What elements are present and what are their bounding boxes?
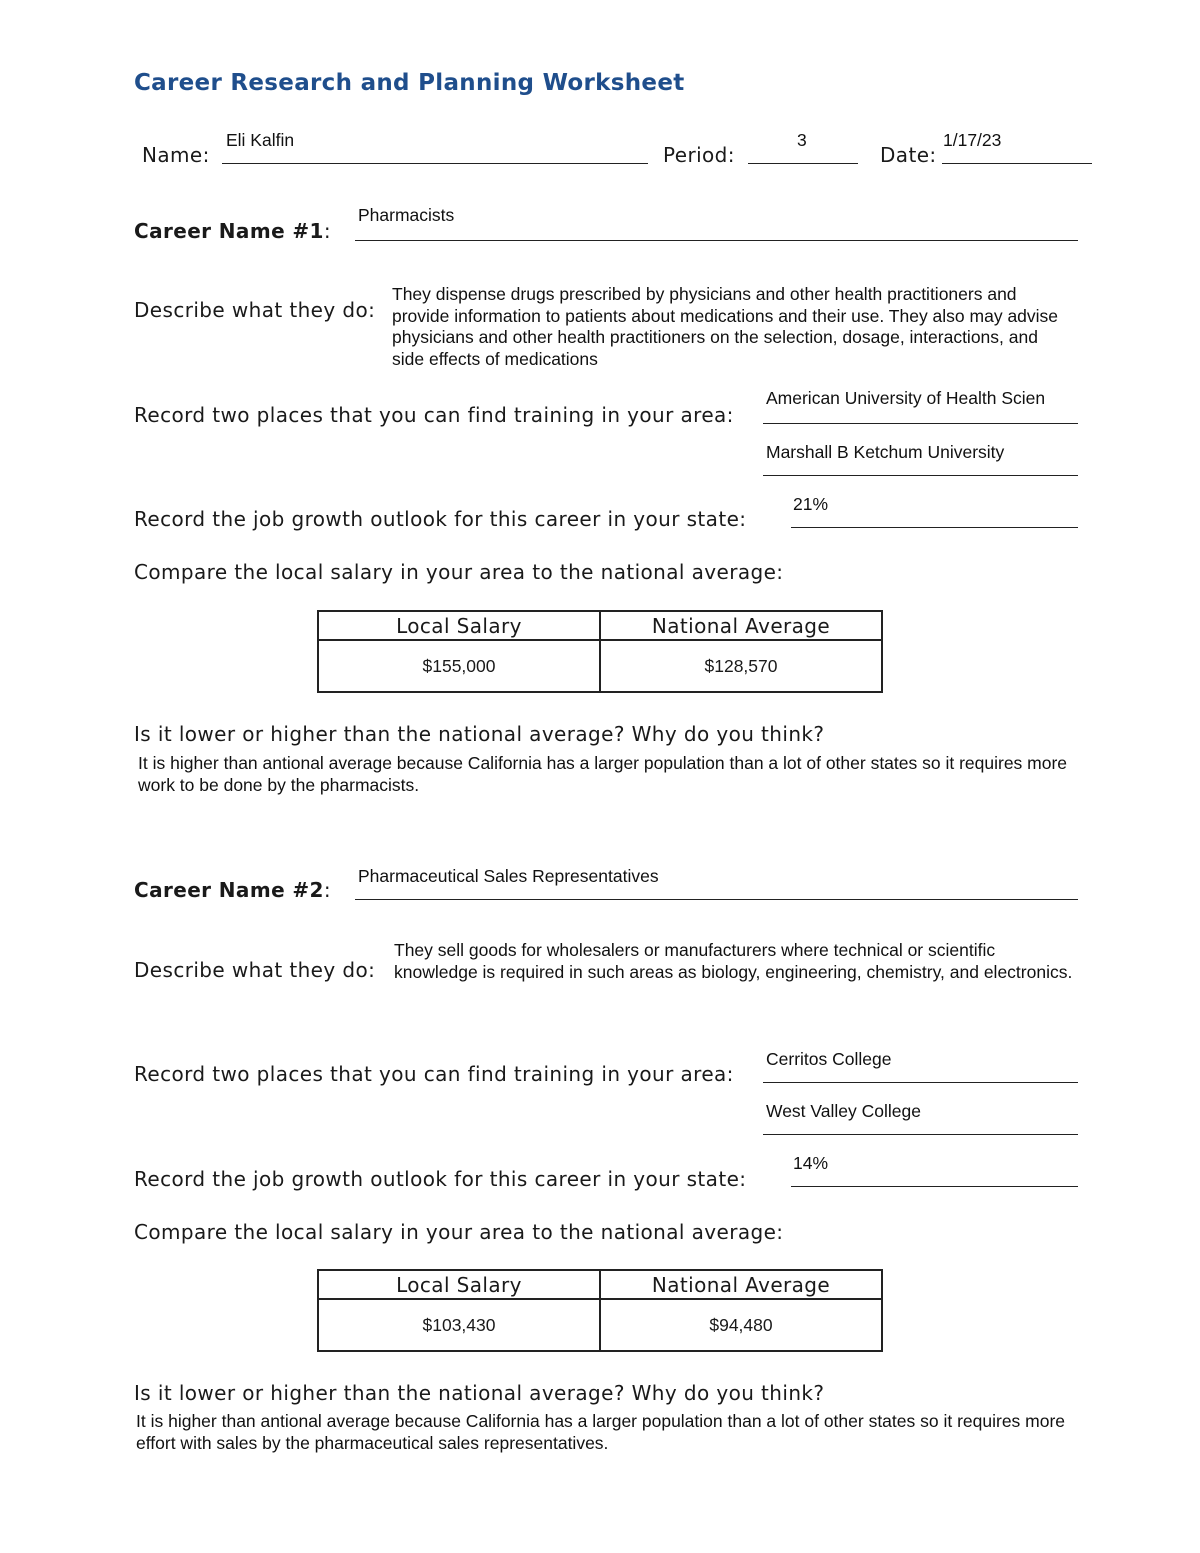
name-underline (222, 163, 648, 164)
career-1-salary-table (317, 610, 883, 693)
career-2-national-average[interactable]: $94,480 (600, 1299, 882, 1351)
career-2-salary-table (317, 1269, 883, 1352)
career-2-explanation[interactable]: It is higher than antional average because California has a larger population than a lot of other states so it requires more effort with sales by the pharmaceutical sales representatives. (136, 1411, 1066, 1453)
date-value[interactable]: 1/17/23 (943, 130, 1002, 150)
career-1-heading (134, 219, 331, 243)
career-1-national-average[interactable]: $128,570 (600, 640, 882, 692)
career-2-compare-label: Compare the local salary in your area to the national average: (134, 1220, 784, 1244)
national-average-header: National Average (600, 1270, 882, 1299)
career-1-lower-higher-label: Is it lower or higher than the national average? Why do you think? (134, 722, 825, 746)
career-2-heading (134, 878, 331, 902)
career-2-heading-text: Career Name #2 (134, 878, 324, 902)
career-2-growth-label: Record the job growth outlook for this career in your state: (134, 1167, 747, 1191)
career-1-training-1-underline (763, 423, 1078, 424)
career-2-name[interactable]: Pharmaceutical Sales Representatives (358, 866, 659, 886)
date-label: Date: (880, 143, 937, 167)
period-value[interactable]: 3 (797, 130, 807, 150)
period-label: Period: (663, 143, 735, 167)
career-2-growth-underline (791, 1186, 1078, 1187)
career-1-training-1[interactable]: American University of Health Scien (766, 388, 1046, 408)
career-2-training-label: Record two places that you can find training in your area: (134, 1062, 734, 1086)
worksheet-title: Career Research and Planning Worksheet (134, 70, 685, 96)
career-1-describe-label: Describe what they do: (134, 298, 376, 322)
career-2-heading-colon: : (323, 878, 332, 902)
career-2-describe-label: Describe what they do: (134, 958, 376, 982)
career-2-lower-higher-label: Is it lower or higher than the national average? Why do you think? (134, 1381, 825, 1405)
career-2-training-2-underline (763, 1134, 1078, 1135)
local-salary-header: Local Salary (318, 1270, 600, 1299)
career-1-heading-text: Career Name #1 (134, 219, 324, 243)
career-1-training-label: Record two places that you can find training in your area: (134, 403, 734, 427)
career-1-training-2-underline (763, 475, 1078, 476)
career-1-name[interactable]: Pharmacists (358, 205, 455, 225)
career-1-local-salary[interactable]: $155,000 (318, 640, 600, 692)
career-1-heading-colon: : (323, 219, 332, 243)
date-underline (942, 163, 1092, 164)
career-2-growth-value[interactable]: 14% (793, 1153, 829, 1173)
career-1-growth-underline (791, 527, 1078, 528)
name-value[interactable]: Eli Kalfin (226, 130, 295, 150)
career-1-growth-value[interactable]: 21% (793, 494, 829, 514)
period-underline (748, 163, 858, 164)
career-2-description[interactable]: They sell goods for wholesalers or manufacturers where technical or scientific knowledge is required in such areas as biology, engineering, chemistry, and electronics. (394, 940, 1073, 982)
career-2-local-salary[interactable]: $103,430 (318, 1299, 600, 1351)
name-label: Name: (142, 143, 210, 167)
career-1-description[interactable]: They dispense drugs prescribed by physicians and other health practitioners and provide information to patients about medications and their use. They also may advise physicians and other health practitioners on the selection, dosage, interactions, and side effects of medications (392, 284, 1059, 369)
career-1-explanation[interactable]: It is higher than antional average because California has a larger population than a lot of other states so it requires more work to be done by the pharmacists. (138, 753, 1068, 795)
national-average-header: National Average (600, 611, 882, 640)
career-2-training-1[interactable]: Cerritos College (766, 1049, 892, 1069)
career-2-training-2[interactable]: West Valley College (766, 1101, 921, 1121)
career-1-name-underline (355, 240, 1078, 241)
career-1-training-2[interactable]: Marshall B Ketchum University (766, 442, 1005, 462)
career-2-name-underline (355, 899, 1078, 900)
career-1-growth-label: Record the job growth outlook for this career in your state: (134, 507, 747, 531)
career-1-compare-label: Compare the local salary in your area to the national average: (134, 560, 784, 584)
local-salary-header: Local Salary (318, 611, 600, 640)
career-2-training-1-underline (763, 1082, 1078, 1083)
